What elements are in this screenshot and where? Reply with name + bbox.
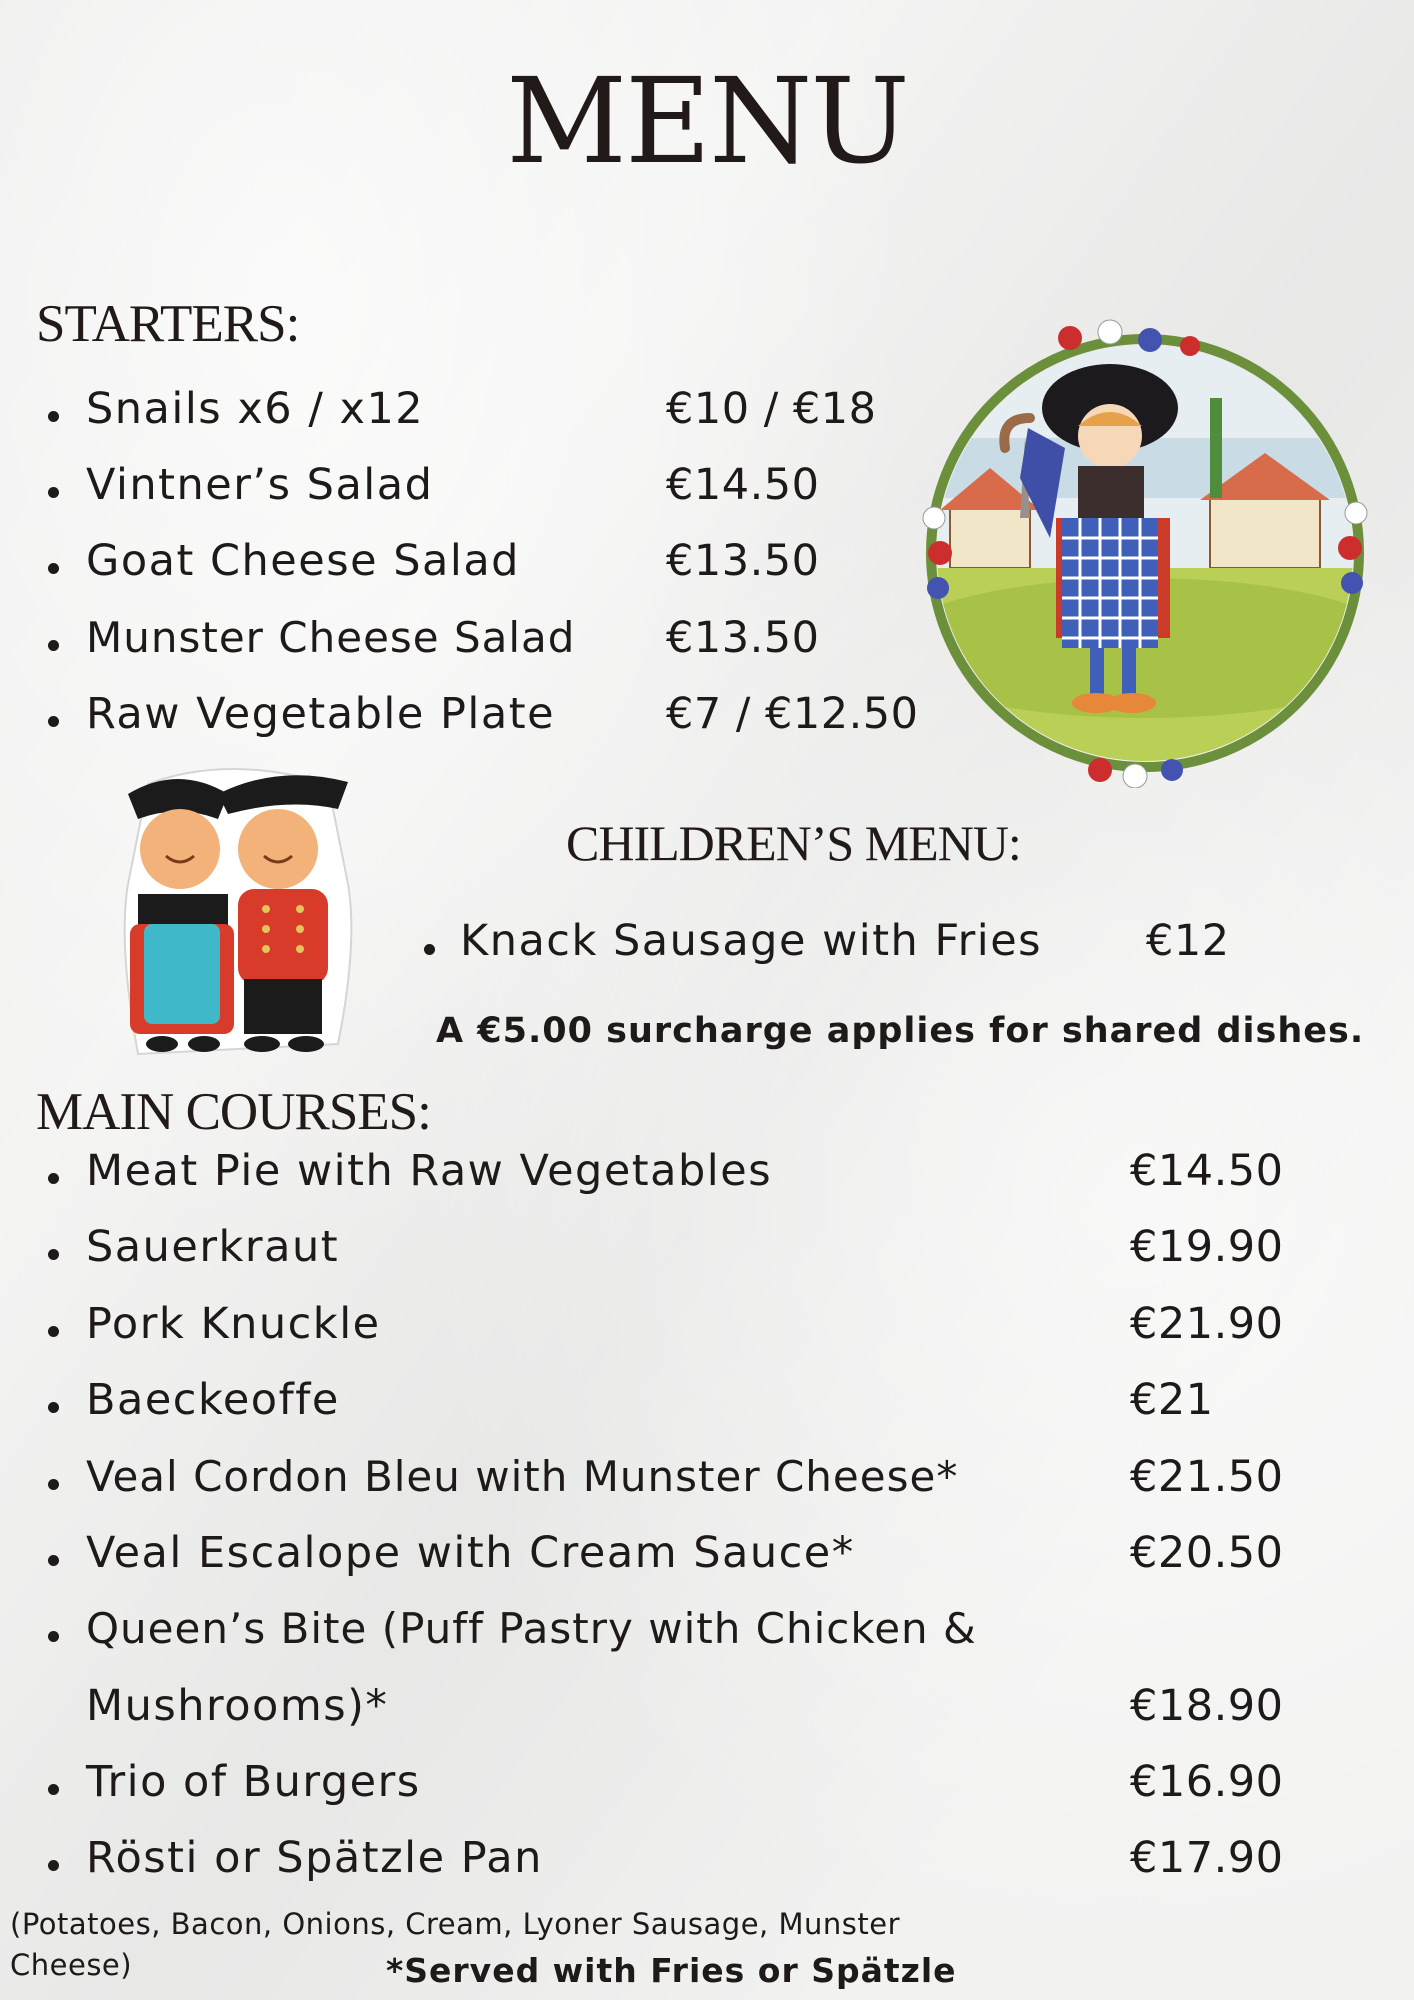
main-price: €19.90 [1130,1222,1284,1272]
main-name-continued: Mushrooms)* [86,1681,389,1731]
starters-heading: STARTERS: [36,295,300,353]
starter-name: Vintner’s Salad [86,460,434,510]
main-name: Baeckeoffe [86,1375,340,1425]
starter-name: Goat Cheese Salad [86,536,520,586]
bullet [48,1479,59,1490]
main-price: €17.90 [1130,1833,1284,1883]
bullet [48,1631,59,1642]
main-name: Veal Cordon Bleu with Munster Cheese* [86,1452,959,1501]
bullet [48,1784,59,1795]
main-name: Meat Pie with Raw Vegetables [86,1146,773,1196]
bullet [424,944,435,955]
starter-name: Raw Vegetable Plate [86,689,556,739]
bullet [48,1402,59,1413]
childrens-item-name: Knack Sausage with Fries [460,916,1043,966]
served-with-note: *Served with Fries or Spätzle [386,1951,957,1990]
bullet [48,1326,59,1337]
main-courses-heading: MAIN COURSES: [36,1083,431,1141]
main-name: Rösti or Spätzle Pan [86,1833,543,1883]
main-price: €21.50 [1130,1452,1284,1502]
bullet [48,1249,59,1260]
main-name: Sauerkraut [86,1222,340,1272]
main-name: Pork Knuckle [86,1299,381,1349]
main-price: €20.50 [1130,1528,1284,1578]
alsatian-couple-illustration [108,764,370,1066]
starter-price: €13.50 [666,613,820,663]
starter-price: €14.50 [666,460,820,510]
main-price: €18.90 [1130,1681,1284,1731]
main-price: €16.90 [1130,1757,1284,1807]
bullet [48,487,59,498]
bullet [48,1860,59,1871]
rosti-detail-note: (Potatoes, Bacon, Onions, Cream, Lyoner Sausage, Munster Cheese) [10,1907,900,1982]
starter-name: Munster Cheese Salad [86,613,576,662]
main-price: €21 [1130,1375,1214,1425]
bullet [48,1555,59,1566]
main-name: Queen’s Bite (Puff Pastry with Chicken & [86,1604,977,1653]
main-name: Trio of Burgers [86,1757,421,1807]
childrens-menu-heading: CHILDREN’S MENU: [566,815,1021,871]
bullet [48,716,59,727]
starter-price: €10 / €18 [666,384,877,434]
main-price: €14.50 [1130,1146,1284,1196]
main-name: Veal Escalope with Cream Sauce* [86,1528,855,1578]
starter-name: Snails x6 / x12 [86,384,425,434]
bullet [48,411,59,422]
starter-price: €7 / €12.50 [666,689,919,739]
bullet [48,640,59,651]
page-title: MENU [506,52,908,190]
bullet [48,563,59,574]
alsatian-girl-plate-illustration [910,318,1380,788]
bullet [48,1173,59,1184]
surcharge-note: A €5.00 surcharge applies for shared dishes. [436,1011,1365,1051]
starter-price: €13.50 [666,536,820,586]
main-price: €21.90 [1130,1299,1284,1349]
childrens-item-price: €12 [1146,916,1230,966]
